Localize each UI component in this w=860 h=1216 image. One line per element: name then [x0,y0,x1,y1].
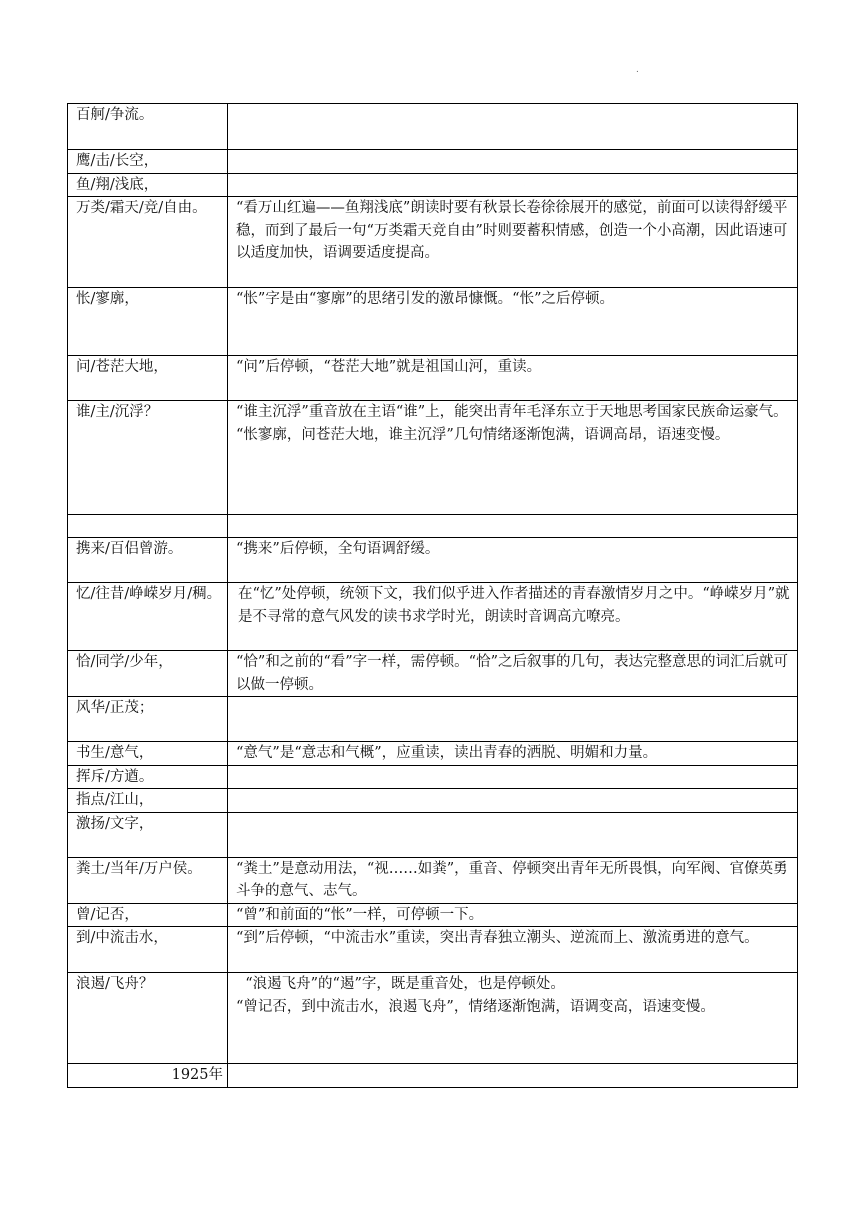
annotation-cell [228,288,798,356]
poem-line-cell: 鹰/击/长空， [68,150,228,174]
annotation-cell [228,697,798,742]
reading-notes-table [67,103,798,1088]
annotation-text: “到”后停顿，“中流击水”重读，突出青春独立潮头、逆流而上、激流勇进的意气。 [236,930,759,946]
poem-line-cell: 鱼/翔/浅底， [68,173,228,197]
table-row [68,903,798,927]
year-cell: 1925年 [68,1064,228,1088]
annotation-text: “怅”字是由“寥廓”的思绪引发的激昂慷慨。“怅”之后停顿。 [236,291,614,307]
poem-line-cell: 怅/寥廓， [68,288,228,356]
annotation-text: “曾”和前面的“怅”一样，可停顿一下。 [236,906,484,923]
table-row [68,401,798,515]
annotation-cell [228,651,798,697]
poem-line-cell: 到/中流击水， [68,927,228,973]
table-row [68,927,798,973]
poem-line-cell [68,515,228,538]
annotation-cell [228,765,798,789]
poem-line-cell: 谁/主/沉浮？ [68,401,228,515]
annotation-cell [228,812,798,857]
annotation-text: “问”后停顿，“苍茫大地”就是祖国山河，重读。 [236,359,542,375]
annotation-text: “看万山红遍——鱼翔浅底”朗读时要有秋景长卷徐徐展开的感觉，前面可以读得舒缓平稳，而到了最后一句“万类霜天竞自由”时则要蓄积情感，创造一个小高潮，因此语速可以适度加快，语调要适度提高。 [236,200,788,261]
annotation-text: “曾记否，到中流击水，浪遏飞舟”，情绪逐渐饱满，语调变高，语速变慢。 [236,998,715,1015]
table-row [68,104,798,150]
poem-line-cell: 风华/正茂； [68,697,228,742]
table-row [68,812,798,857]
annotation-cell [228,173,798,197]
annotation-cell [228,197,798,288]
annotation-cell [228,742,798,766]
table-row [68,651,798,697]
poem-line-cell: 书生/意气， [68,742,228,766]
table-row [68,1064,798,1088]
poem-line-cell: 百舸/争流。 [68,104,228,150]
annotation-text: 在“忆”处停顿，统领下文，我们似乎进入作者描述的青春激情岁月之中。“峥嵘岁月”就是不寻常的意气风发的读书求学时光，朗读时音调高亢嘹亮。 [238,586,790,625]
table-row [68,197,798,288]
annotation-cell [228,973,798,1064]
annotation-cell [228,515,798,538]
poem-line-cell: 浪遏/飞舟？ [68,973,228,1064]
table-row [68,789,798,813]
poem-line-cell: 指点/江山， [68,789,228,813]
poem-line-cell: 问/苍茫大地， [68,356,228,401]
annotation-cell [228,401,798,515]
annotation-text: “粪土”是意动用法，“视……如粪”，重音、停顿突出青年无所畏惧，向军阀、官僚英勇斗争的意气、志气。 [236,860,788,899]
annotation-cell [228,104,798,150]
poem-line-cell: 恰/同学/少年， [68,651,228,697]
annotation-cell [228,356,798,401]
page-mark: . [636,64,639,75]
annotation-cell [228,583,798,651]
annotation-cell [228,857,798,903]
table-row [68,583,798,651]
table-row [68,857,798,903]
annotation-cell [228,927,798,973]
table-row [68,150,798,174]
annotation-cell [228,1064,798,1088]
annotation-text: “携来”后停顿，全句语调舒缓。 [236,541,440,557]
annotation-text: “怅寥廓，问苍茫大地，谁主沉浮”几句情绪逐渐饱满，语调高昂，语速变慢。 [236,426,730,443]
table-row [68,742,798,766]
annotation-text: “恰”和之前的“看”字一样，需停顿。“恰”之后叙事的几句，表达完整意思的词汇后就可以做一停顿。 [236,654,788,693]
annotation-cell [228,789,798,813]
poem-line-cell: 万类/霜天/竞/自由。 [68,197,228,288]
annotation-cell [228,903,798,927]
table-row [68,973,798,1064]
annotation-cell [228,150,798,174]
table-row [68,356,798,401]
table-row [68,765,798,789]
annotation-text: “意气”是“意志和气概”，应重读，读出青春的洒脱、明媚和力量。 [236,745,658,761]
poem-line-cell: 挥斥/方遒。 [68,765,228,789]
poem-line-cell: 粪土/当年/万户侯。 [68,857,228,903]
table-row [68,538,798,583]
poem-line-cell: 曾/记否， [68,903,228,927]
table-row [68,288,798,356]
poem-line-cell: 携来/百侣曾游。 [68,538,228,583]
poem-line-cell: 忆/往昔/峥嵘岁月/稠。 [68,583,228,651]
annotation-cell [228,538,798,583]
table-row [68,697,798,742]
annotation-text: “谁主沉浮”重音放在主语“谁”上，能突出青年毛泽东立于天地思考国家民族命运豪气。 [236,404,788,420]
table-row [68,173,798,197]
poem-line-cell: 激扬/文字， [68,812,228,857]
table-row [68,515,798,538]
annotation-text: “浪遏飞舟”的“遏”字，既是重音处，也是停顿处。 [236,976,565,992]
